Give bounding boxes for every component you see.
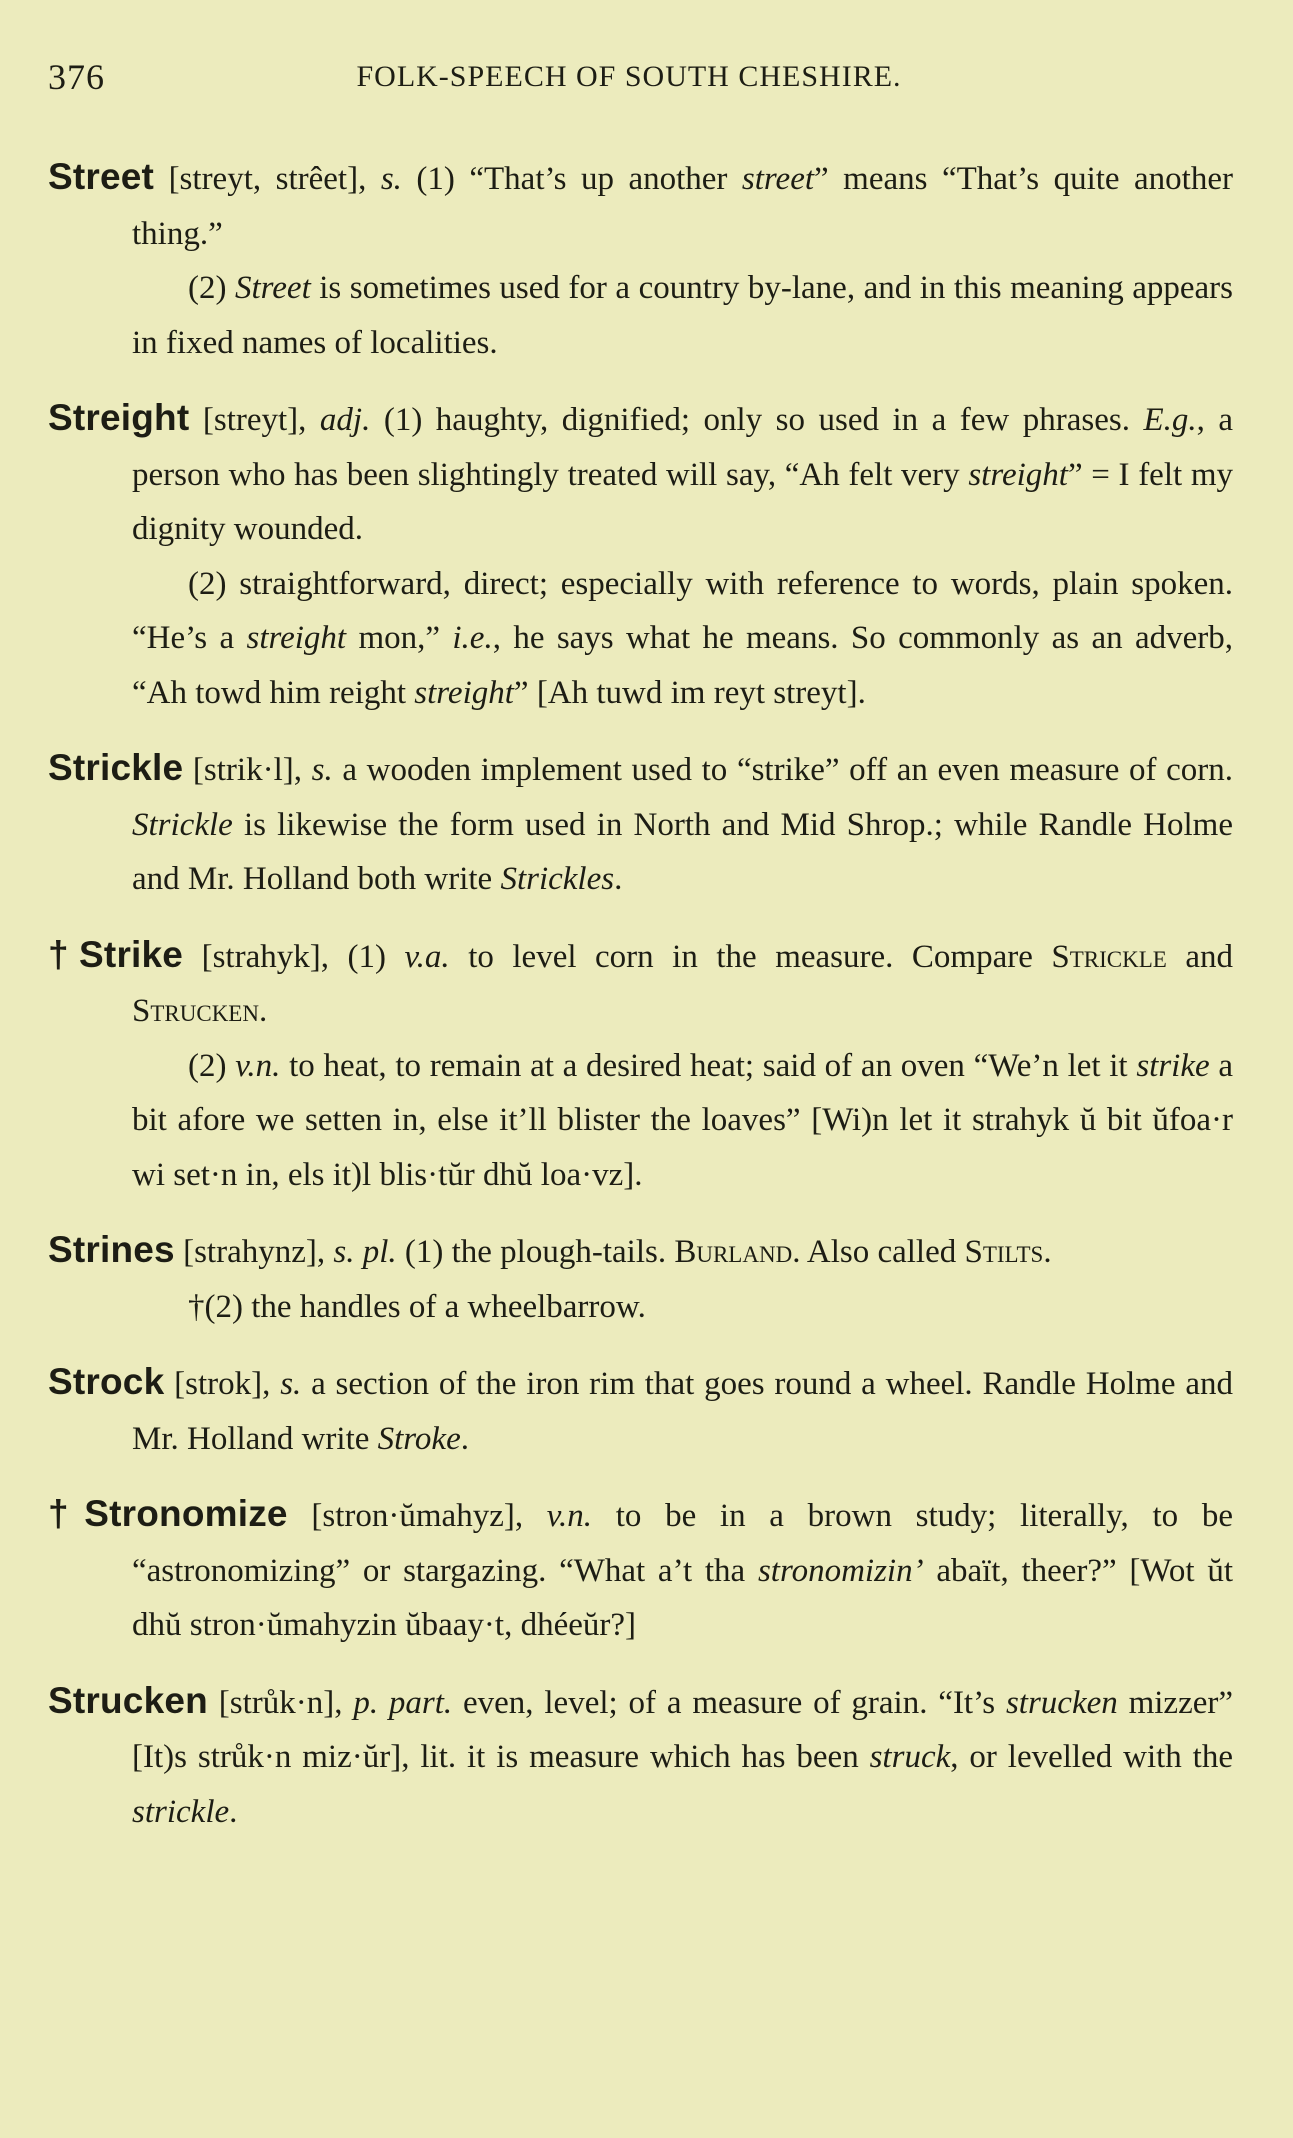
italic-text: Strickle [132,806,233,843]
italic-text: i.e. [452,620,493,656]
dictionary-entry: Strickle [strik·l], s. a wooden implement used to “strike” off an even measure of corn. Strickle is likewise the form used in North and Mid Shrop.; while Randle Holme and Mr. Holland both write Strickles. [48,747,1233,897]
italic-text: p. part. [353,1684,453,1721]
headword: Streight [48,397,190,438]
italic-text: strickle [132,1793,230,1830]
italic-text: v.n. [546,1498,592,1534]
italic-text: Strickles [500,861,615,897]
italic-text: stronomizin’ [757,1552,924,1589]
headword: Strickle [48,747,184,788]
italic-text: s. [311,752,333,788]
page-number: 376 [48,57,105,97]
entries [48,150,1233,1839]
italic-text: struck [869,1739,951,1775]
italic-text: v.a. [404,938,450,975]
dictionary-entry: †Stronomize [stron·ŭmahyz], v.n. to be in a brown study; literally, to be “astronomizing” or stargazing. “What a’t tha stronomizin’ abaït, theer?” [Wot ŭt dhŭ stron·ŭmahyzin ŭbaay·t, dhéeŭr?] [48,1493,1233,1643]
italic-text: strike [1136,1047,1210,1084]
italic-text: streight [414,674,514,711]
dictionary-entry: Strock [strok], s. a section of the iron rim that goes round a wheel. Randle Holme and Mr. Holland write Stroke. [48,1361,1234,1457]
italic-text: s. pl. [333,1234,397,1270]
italic-text: streight [968,456,1068,493]
dictionary-entry: Strines [strahynz], s. pl. (1) the plough-tails. Burland. Also called Stilts. [48,1229,1052,1270]
italic-text: street [741,161,815,197]
dictionary-entry: Strucken [strůk·n], p. part. even, level; of a measure of grain. “It’s strucken mizzer” [It)s strůk·n miz·ŭr], lit. it is measure which has been struck, or levelled with the strickle. [48,1679,1233,1830]
italic-text: v.n. [235,1047,281,1084]
headword: †Stronomize [48,1493,288,1534]
running-head [48,48,1233,106]
entry-sense: †(2) the handles of a wheelbarrow. [188,1288,646,1325]
italic-text: streight [246,620,347,656]
dictionary-entry: Streight [streyt], adj. (1) haughty, dignified; only so used in a few phrases. E.g., a person who has been slightingly treated will say, “Ah felt very streight” = I felt my dignity wounded. [48,397,1233,547]
italic-text: adj. [319,402,371,438]
headword: Strucken [48,1679,208,1721]
italic-text: s. [380,161,402,197]
headword: Strines [48,1229,175,1270]
dictionary-entry: †Strike [strahyk], (1) v.a. to level corn in the measure. Compare Strickle and Strucken. [48,933,1234,1029]
cross-reference: Burland [674,1234,793,1270]
dictionary-entry: Street [streyt, strêet], s. (1) “That’s up another street” means “That’s quite another thing.” [48,156,1233,252]
cross-reference: Stilts [964,1234,1044,1270]
italic-text: strucken [1005,1684,1118,1721]
italic-text: Street [235,270,311,306]
italic-text: E.g. [1143,402,1197,438]
italic-text: s. [280,1366,302,1402]
cross-reference: Strucken [132,993,259,1029]
running-title: FOLK-SPEECH OF SOUTH CHESHIRE. [356,60,902,93]
entry-sense: (2) Street is sometimes used for a country by-lane, and in this meaning appears in fixed names of localities. [132,270,1234,361]
entry-sense: (2) straightforward, direct; especially with reference to words, plain spoken. “He’s a streight mon,” i.e., he says what he means. So commonly as an adverb, “Ah towd him reight streight” [Ah tuwd im reyt streyt]. [132,565,1233,711]
entry-sense: (2) v.n. to heat, to remain at a desired heat; said of an oven “We’n let it strike a bit afore we setten in, else it’ll blister the loaves” [Wi)n let it strahyk ŭ bit ŭfoa·r wi set·n in, els it)l blis·tŭr dhŭ loa·vz]. [132,1047,1233,1193]
headword: †Strike [48,933,184,975]
headword: Strock [48,1361,165,1402]
cross-reference: Strickle [1051,938,1167,975]
italic-text: Stroke [377,1420,461,1457]
headword: Street [48,156,155,197]
